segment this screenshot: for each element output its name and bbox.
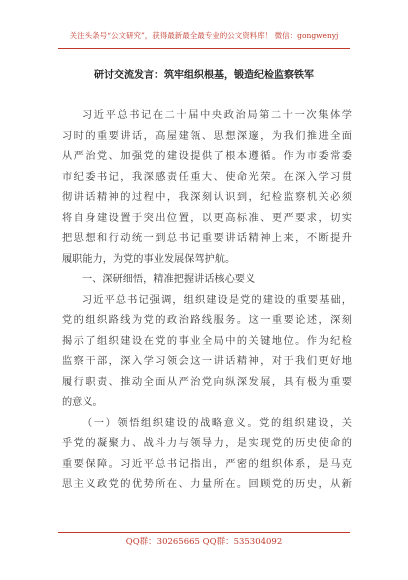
section-heading: 一、深研细悟，精准把握讲话核心要义	[82, 274, 256, 285]
footer-divider	[58, 532, 350, 533]
paragraph-line: 的意义。	[62, 397, 103, 408]
paragraph-line: 监察干部，深入学习领会这一讲话精神，对于我们更好地	[62, 356, 352, 367]
subsection-line: （一）领悟组织建设的战略意义。党的组织建设，关	[82, 417, 352, 429]
paragraph-line: 将自身建设置于突出位置，以更高标准、更严要求，切实	[62, 212, 352, 224]
paragraph-line: 乎党的凝聚力、战斗力与领导力，是实现党的历史使命的	[62, 438, 352, 449]
paragraph-line: 党的组织路线为党的政治路线服务。这一重要论述，深刻	[62, 315, 352, 326]
paragraph-line: 习近平总书记在二十届中央政治局第二十一次集体学	[82, 110, 352, 121]
paragraph-line: 揭示了组织建设在党的事业全局中的关键地位。作为纪检	[62, 335, 352, 347]
paragraph-line: 思主义政党的优势所在、力量所在。回顾党的历史，从新	[62, 479, 352, 490]
paragraph-line: 市纪委书记，我深感责任重大、使命光荣。在深入学习贯	[62, 171, 352, 183]
document-body	[62, 106, 352, 496]
paragraph-line: 履职能力，为党的事业发展保驾护航。	[62, 253, 236, 265]
footer-qq-groups: QQ群：30265665 QQ群：535304092	[125, 537, 283, 547]
header-promo-note: 关注头条号“公文研究”，获得最新最全最专业的公文资料库！ 微信：gongwenyj	[69, 31, 339, 40]
paragraph-line: 重要保障。习近平总书记指出，严密的组织体系，是马克	[62, 458, 352, 470]
paragraph-line: 习近平总书记强调，组织建设是党的建设的重要基础，	[82, 294, 352, 306]
paragraph-line: 习时的重要讲话，高屋建瓴、思想深邃，为我们推进全面	[62, 130, 352, 142]
paragraph-line: 从严治党、加强党的建设提供了根本遵循。作为市委常委	[62, 151, 352, 162]
document-title: 研讨交流发言：筑牢组织根基，锻造纪检监察铁军	[94, 70, 314, 81]
header-divider	[58, 48, 350, 49]
paragraph-line: 彻讲话精神的过程中，我深刻认识到，纪检监察机关必须	[62, 192, 352, 203]
paragraph-line: 履行职责、推动全面从严治党向纵深发展，具有极为重要	[62, 376, 352, 388]
paragraph-line: 把思想和行动统一到总书记重要讲话精神上来，不断提升	[62, 233, 352, 244]
